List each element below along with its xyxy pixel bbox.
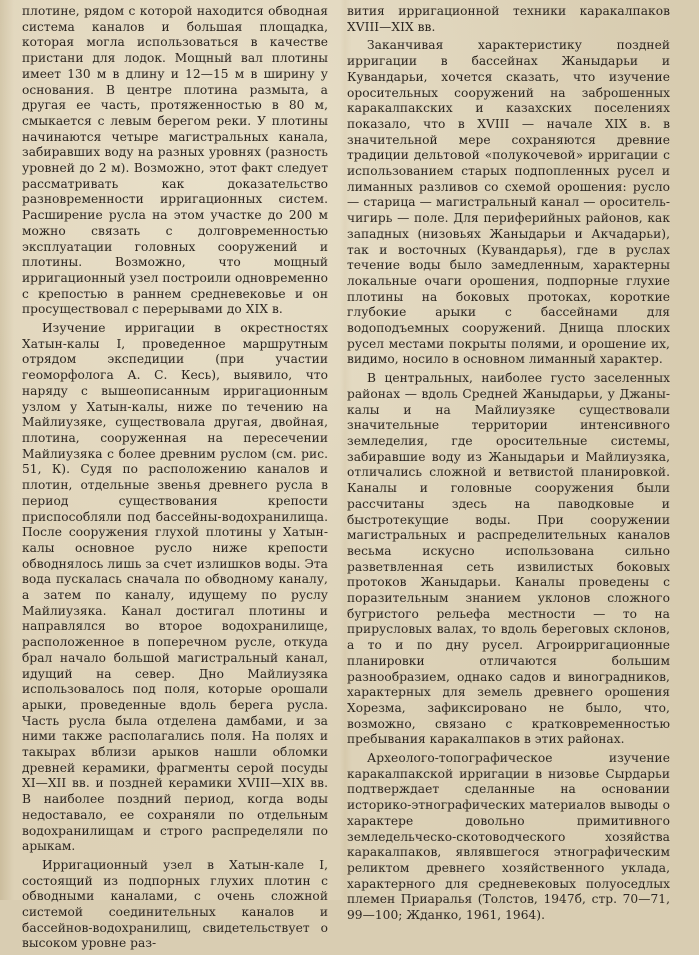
paragraph: Ирригационный узел в Хатын-кале I, состоящий из подпорных глухих плотин с обводными каналами, с очень сложной системой соединительных каналов и бассейнов-водохранилищ, свидетельствует о высоком уровне раз- bbox=[22, 857, 328, 951]
left-column bbox=[22, 4, 328, 955]
paragraph: Изучение ирригации в окрестностях Хатын-калы I, проведенное маршрутным отрядом экспедиции (при участии геоморфолога А. С. Кесь), выявило, что наряду с вышеописанным ирригационным узлом у Хатын-калы, ниже по течению на Майлиузяке, существовала другая, двойная, плотина, сооруженная на пересечении Майлиузяка с более древним руслом (см. рис. 51, К). Судя по расположению каналов и плотин, отдельные звенья древнего русла в период существования крепости приспособляли под бассейны-водохранилища. После сооружения глухой плотины у Хатын-калы основное русло ниже крепости обводнялось лишь за счет излишков воды. Эта вода пускалась сначала по обводному каналу, а затем по каналу, идущему по руслу Майлиузяка. Канал достигал плотины и направлялся во второе водохранилище, расположенное в поперечном русле, откуда брал начало большой магистральный канал, идущий на север. Дно Майлиузяка использовалось под поля, которые орошали арыки, проведенные вдоль берега русла. Часть русла была отделена дамбами, и за ними также располагались поля. На полях и такырах вблизи арыков нашли обломки древней керамики, фрагменты серой посуды XI—XII вв. и поздней керамики XVIII—XIX вв. В наиболее поздний период, когда воды недоставало, ее сохраняли по отдельным водохранилищам и строго распределяли по арыкам. bbox=[22, 321, 328, 854]
paragraph: В центральных, наиболее густо заселенных районах — вдоль Средней Жаныдарьи, у Джаны-калы и на Майлиузяке существовали значительные территории интенсивного земледелия, где оросительные системы, забиравшие воду из Жаныдарьи и Майлиузяка, отличались сложной и ветвистой планировкой. Каналы и головные сооружения были рассчитаны здесь на паводковые и быстротекущие воды. При сооружении магистральных и распределительных каналов весьма искусно использована сильно разветвленная сеть извилистых боковых протоков Жаныдарьи. Каналы проведены с поразительным знанием уклонов сложного бугристого рельефа местности — то на прирусловых валах, то вдоль береговых склонов, а то и по дну русел. Агроирригационные планировки отличаются большим разнообразием, однако садов и виноградников, характерных для земель древнего орошения Хорезма, зафиксировано не было, что, возможно, связано с кратковременностью пребывания каракалпаков в этих районах. bbox=[347, 371, 670, 747]
paragraph: вития ирригационной техники каракалпаков XVIII—XIX вв. bbox=[347, 4, 670, 34]
paragraph: Археолого-топографическое изучение каракалпакской ирригации в низовье Сырдарьи подтверждает сделанные на основании историко-этнографических материалов выводы о характере довольно примитивного земледельческо-скотоводческого хозяйства каракалпаков, являвшегося этнографическим реликтом древнего хозяйственного уклада, характерного для средневековых полуоседлых племен Приаралья (Толстов, 1947б, стр. 70—71, 99—100; Жданко, 1961, 1964). bbox=[347, 751, 670, 923]
paragraph: плотине, рядом с которой находится обводная система каналов и большая площадка, которая могла использоваться в качестве пристани для лодок. Мощный вал плотины имеет 130 м в длину и 12—15 м в ширину у основания. В центре плотина размыта, а другая ее часть, протяженностью в 80 м, смыкается с левым берегом реки. У плотины начинаются четыре магистральных канала, забиравших воду на разных уровнях (разность уровней до 2 м). Возможно, этот факт следует рассматривать как доказательство разновременности ирригационных систем. Расширение русла на этом участке до 200 м можно связать с долговременностью эксплуатации головных сооружений и плотины. Возможно, что мощный ирригационный узел построили одновременно с крепостью в раннем средневековье и он просуществовал с перерывами до XIX в. bbox=[22, 4, 328, 317]
paragraph: Заканчивая характеристику поздней ирригации в бассейнах Жаныдарьи и Кувандарьи, хочется сказать, что изучение оросительных сооружений на заброшенных каракалпакских и казахских поселениях показало, что в XVIII — начале XIX в. в значительной мере сохраняются древние традиции дельтовой «полукочевой» ирригации с использованием старых подпопленных русел и лиманных разливов со схемой орошения: русло — старица — магистральный канал — ороситель-чигирь — поле. Для периферийных районов, как западных (низовьях Жаныдарьи и Акчадарьи), так и восточных (Кувандарья), где в руслах течение воды было замедленным, характерны локальные очаги орошения, подпорные глухие плотины на боковых протоках, короткие глубокие арыки с бассейнами для водоподъемных сооружений. Днища плоских русел местами покрыты полями, и орошение их, видимо, носило в основном лиманный характер. bbox=[347, 38, 670, 367]
right-column bbox=[347, 4, 670, 927]
